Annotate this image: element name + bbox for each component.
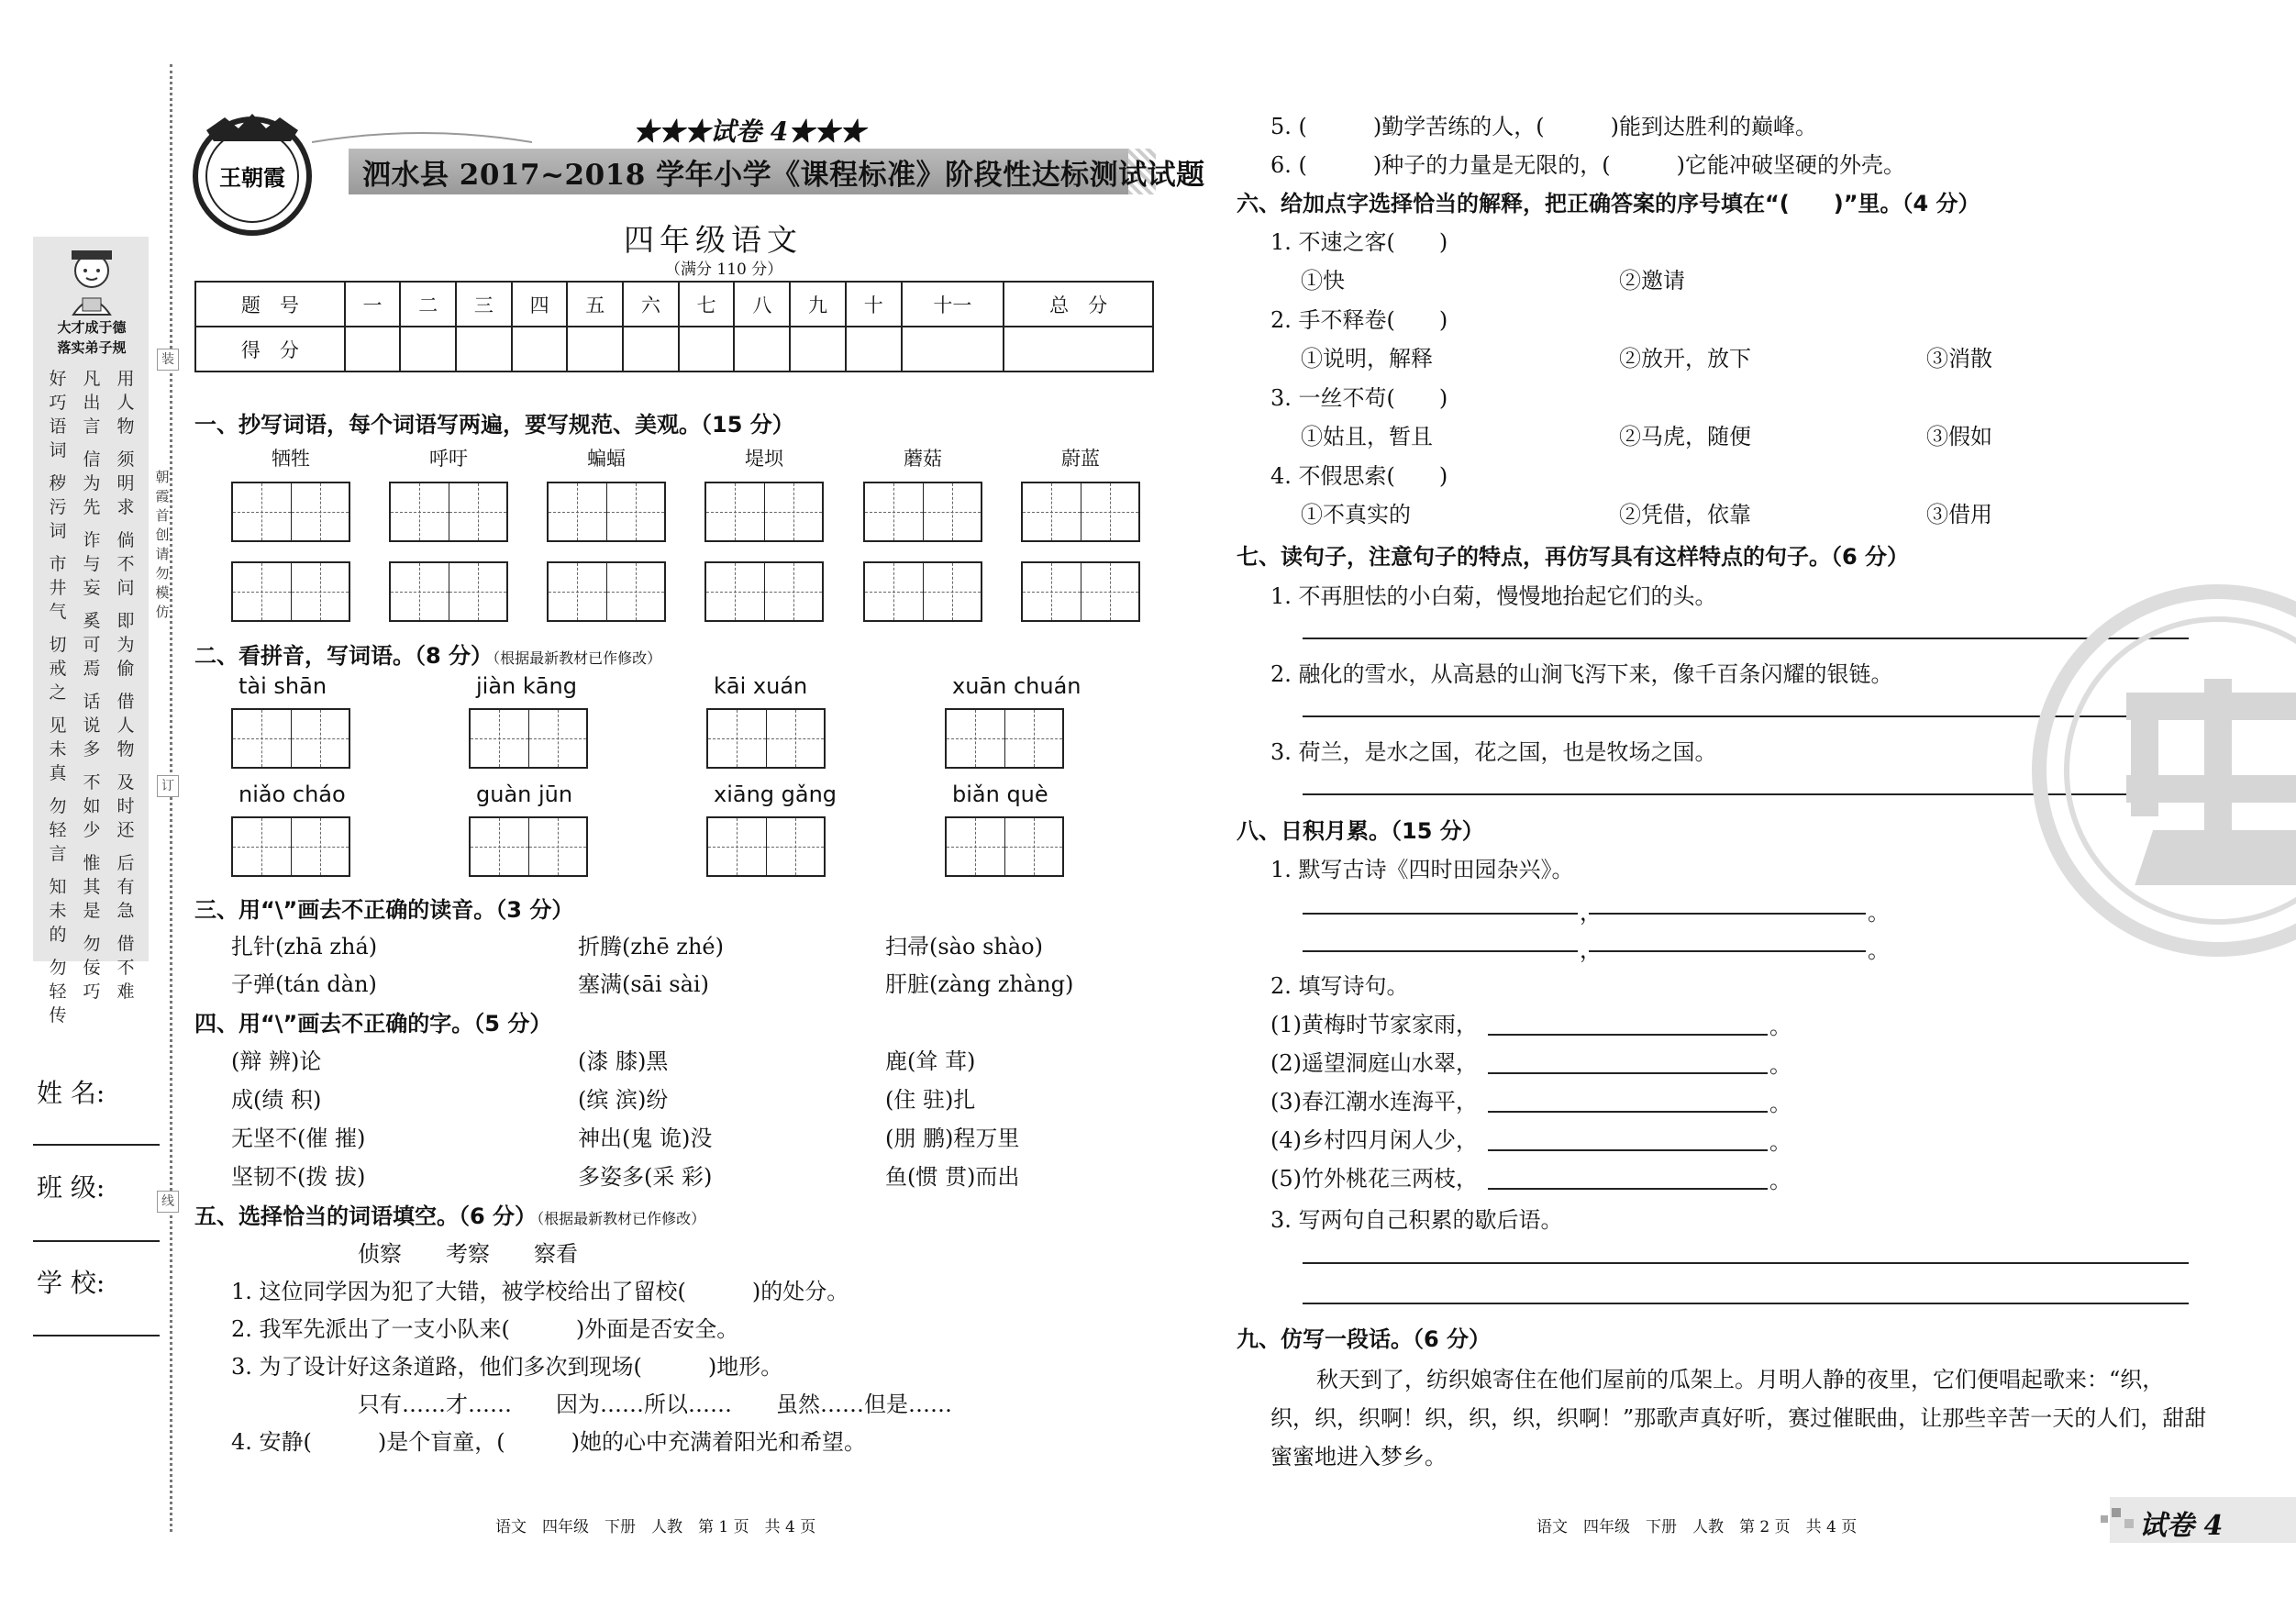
binding-mark: 订 — [157, 775, 179, 797]
wrong-char-item[interactable]: (辩 辨)论 — [231, 1048, 322, 1074]
cut-note: 朝霞首创 请勿模仿 — [155, 469, 183, 620]
pinyin-label: tài shān — [238, 673, 327, 699]
writing-grid[interactable] — [231, 708, 350, 769]
pinyin-label: niǎo cháo — [238, 782, 346, 807]
punct: 。 — [1868, 900, 1890, 926]
paper-number: ★★★试卷 4★★★ — [633, 116, 866, 147]
wrong-char-item[interactable]: (住 驻)扎 — [885, 1087, 976, 1113]
punct: 。 — [1769, 1168, 1791, 1193]
grid-cell[interactable] — [471, 818, 529, 875]
brand-label: 试卷 4 — [2139, 1510, 2224, 1542]
section-2-heading: 二、看拼音，写词语。（8 分）（根据最新教材已作修改） — [194, 643, 662, 669]
wrong-char-item[interactable]: 多姿多(采 彩) — [578, 1164, 713, 1190]
fill-item[interactable]: 6. ( )种子的力量是无限的，( )它能冲破坚硬的外壳。 — [1270, 152, 1905, 178]
pronunciation-item[interactable]: 折腾(zhē zhé) — [578, 934, 724, 959]
rule-phrase: 勿轻言 — [49, 796, 67, 864]
rule-phrase: 及时还 — [116, 772, 135, 840]
rule-phrase: 勿佞巧 — [83, 934, 101, 1002]
section-4-heading: 四、用“\”画去不正确的字。（5 分） — [194, 1011, 552, 1037]
pinyin-label: biǎn què — [952, 782, 1048, 807]
rule-column — [46, 367, 70, 1037]
sidebar-motto — [37, 317, 147, 358]
grid-cell[interactable] — [767, 710, 825, 767]
writing-grid[interactable] — [706, 816, 826, 877]
answer-line[interactable] — [1589, 913, 1866, 915]
model-sentence: 1. 不再胆怯的小白菊，慢慢地抬起它们的头。 — [1270, 583, 1717, 609]
score-header-cell: 十一 — [902, 282, 1004, 327]
score-header-cell: 题 号 — [195, 282, 345, 327]
section-6-heading: 六、给加点字选择恰当的解释，把正确答案的序号填在“( )”里。（4 分） — [1237, 191, 1980, 216]
fold-line — [170, 64, 172, 1532]
poem-line: (3)春江潮水连海平， — [1270, 1089, 1478, 1115]
copy-word: 蔚蓝 — [1061, 448, 1100, 470]
grid-cell[interactable] — [233, 483, 292, 540]
grid-cell[interactable] — [391, 483, 449, 540]
school-label: 学 校: — [37, 1268, 105, 1298]
grid-cell[interactable] — [1023, 483, 1081, 540]
meaning-option: ③借用 — [1926, 502, 1992, 527]
pinyin-label: kāi xuán — [714, 673, 808, 699]
score-input-cell[interactable] — [902, 327, 1004, 372]
punct: 。 — [1769, 1052, 1791, 1078]
rule-phrase: 诈与妄 — [83, 530, 101, 598]
poem-line: (4)乡村四月闲人少， — [1270, 1127, 1478, 1153]
punct: ， — [1580, 937, 1602, 963]
grid-cell[interactable] — [233, 710, 292, 767]
rule-phrase: 见未真 — [49, 715, 67, 783]
rule-column — [114, 367, 138, 1037]
fill-item[interactable]: 1. 这位同学因为犯了大错，被学校给出了留校( )的处分。 — [231, 1279, 849, 1304]
answer-line[interactable] — [1303, 1262, 2189, 1264]
pronunciation-item[interactable]: 扫帚(sào shào) — [885, 934, 1043, 959]
grid-cell[interactable] — [449, 483, 507, 540]
fill-item[interactable]: 3. 为了设计好这条道路，他们多次到现场( )地形。 — [231, 1354, 783, 1380]
grid-cell[interactable] — [765, 483, 823, 540]
meaning-option: ②放开，放下 — [1619, 346, 1751, 372]
grid-cell[interactable] — [292, 710, 349, 767]
rule-phrase: 信为先 — [83, 449, 101, 517]
punct: 。 — [1868, 937, 1890, 963]
meaning-question[interactable]: 1. 不速之客( ) — [1270, 229, 1448, 255]
score-header-cell: 七 — [679, 282, 735, 327]
writing-grid[interactable] — [863, 482, 982, 542]
pinyin-label: guàn jūn — [476, 782, 573, 807]
answer-line[interactable] — [1303, 1303, 2189, 1304]
fill-item[interactable]: 4. 安静( )是个盲童，( )她的心中充满着阳光和希望。 — [231, 1429, 866, 1455]
confidential-seal-icon — [2025, 578, 2296, 963]
fill-item[interactable]: 5. ( )勤学苦练的人，( )能到达胜利的巅峰。 — [1270, 114, 1817, 139]
writing-grid[interactable] — [704, 482, 824, 542]
copy-word: 牺牲 — [272, 448, 310, 470]
answer-line[interactable] — [1488, 1188, 1768, 1190]
rule-phrase: 勿轻传 — [49, 958, 67, 1026]
school-field[interactable] — [33, 1335, 160, 1336]
writing-grid[interactable] — [704, 561, 824, 622]
wrong-char-item[interactable]: 无坚不(催 摧) — [231, 1126, 366, 1151]
wrong-char-item[interactable]: 坚韧不(拨 拔) — [231, 1164, 366, 1190]
wrong-char-item[interactable]: 神出(鬼 诡)没 — [578, 1126, 713, 1151]
section-3-heading: 三、用“\”画去不正确的读音。（3 分） — [194, 897, 574, 923]
answer-line[interactable] — [1488, 1034, 1768, 1036]
rule-phrase: 知未的 — [49, 877, 67, 945]
pronunciation-item[interactable]: 子弹(tán dàn) — [231, 971, 377, 997]
rule-phrase: 市井气 — [49, 554, 67, 622]
idiom-task: 3. 写两句自己积累的歇后语。 — [1270, 1207, 1563, 1233]
meaning-option: ①姑且，暂且 — [1301, 424, 1433, 449]
meaning-option: ③假如 — [1926, 424, 1992, 449]
binding-mark: 线 — [157, 1191, 179, 1213]
grid-cell[interactable] — [607, 563, 665, 620]
grid-cell[interactable] — [449, 563, 507, 620]
score-input-cell[interactable] — [456, 327, 512, 372]
section-9-heading: 九、仿写一段话。（6 分） — [1237, 1326, 1492, 1352]
writing-grid[interactable] — [469, 708, 588, 769]
wrong-char-item[interactable]: (漆 膝)黑 — [578, 1048, 669, 1074]
rule-phrase: 即为偷 — [116, 611, 135, 679]
meaning-option: ②凭借，依靠 — [1619, 502, 1751, 527]
grid-cell[interactable] — [947, 818, 1005, 875]
page-footer-left: 语文 四年级 下册 人教 第 1 页 共 4 页 — [495, 1518, 816, 1536]
grid-cell[interactable] — [1023, 563, 1081, 620]
writing-grid[interactable] — [231, 561, 350, 622]
writing-grid[interactable] — [863, 561, 982, 622]
score-header-cell: 三 — [456, 282, 512, 327]
writing-grid[interactable] — [1021, 561, 1140, 622]
score-value-row — [195, 327, 1153, 372]
score-input-cell[interactable] — [734, 327, 790, 372]
punct: 。 — [1769, 1091, 1791, 1116]
poem-fill-task: 2. 填写诗句。 — [1270, 973, 1409, 999]
score-header-cell: 二 — [400, 282, 456, 327]
scholar-avatar-icon — [46, 243, 138, 316]
grid-cell[interactable] — [767, 818, 825, 875]
score-input-cell[interactable] — [345, 327, 401, 372]
section-7-heading: 七、读句子，注意句子的特点，再仿写具有这样特点的句子。（6 分） — [1237, 544, 1910, 570]
answer-line[interactable] — [1488, 1072, 1768, 1074]
answer-line[interactable] — [1303, 913, 1578, 915]
rule-phrase: 借不难 — [116, 934, 135, 1002]
copy-word: 呼吁 — [429, 448, 468, 470]
pinyin-label: jiàn kāng — [476, 673, 577, 699]
rule-phrase: 倘不问 — [116, 530, 135, 598]
name-label: 姓 名: — [37, 1078, 105, 1108]
rule-phrase: 凡出言 — [83, 369, 101, 437]
meaning-option: ②马虎，随便 — [1619, 424, 1751, 449]
brand-dot — [2124, 1519, 2134, 1528]
grid-cell[interactable] — [708, 818, 767, 875]
writing-grid[interactable] — [547, 482, 666, 542]
grid-cell[interactable] — [1081, 563, 1139, 620]
grid-cell[interactable] — [865, 563, 924, 620]
meaning-question[interactable]: 4. 不假思索( ) — [1270, 463, 1448, 489]
grid-cell[interactable] — [1081, 483, 1139, 540]
score-header-cell: 四 — [512, 282, 568, 327]
grid-cell[interactable] — [865, 483, 924, 540]
grid-cell[interactable] — [924, 563, 982, 620]
motto-line: 大才成于德 — [57, 319, 127, 336]
meaning-option: ①快 — [1301, 268, 1345, 294]
grid-cell[interactable] — [549, 483, 607, 540]
rule-phrase: 惟其是 — [83, 853, 101, 921]
punct: ， — [1580, 900, 1602, 926]
meaning-question[interactable]: 2. 手不释卷( ) — [1270, 307, 1448, 333]
rule-phrase: 好巧语词 — [49, 369, 67, 460]
writing-grid[interactable] — [945, 708, 1064, 769]
wrong-char-item[interactable]: 鱼(惯 贯)而出 — [885, 1164, 1020, 1190]
grid-cell[interactable] — [233, 818, 292, 875]
grid-cell[interactable] — [708, 710, 767, 767]
conjunction-choices: 只有……才…… 因为……所以…… 虽然……但是…… — [358, 1392, 952, 1417]
grid-cell[interactable] — [233, 563, 292, 620]
grid-cell[interactable] — [924, 483, 982, 540]
full-mark: （满分 110 分） — [665, 261, 783, 279]
answer-line[interactable] — [1488, 1111, 1768, 1113]
passage-line: 秋天到了，纺织娘寄住在他们屋前的瓜架上。月明人静的夜里，它们便唱起歌来：“织， — [1316, 1367, 2165, 1392]
score-header-cell: 八 — [734, 282, 790, 327]
wrong-char-item[interactable]: (朋 鹏)程万里 — [885, 1126, 1020, 1151]
grid-cell[interactable] — [549, 563, 607, 620]
grid-cell[interactable] — [1005, 710, 1063, 767]
grid-cell[interactable] — [529, 818, 587, 875]
score-header-cell: 一 — [345, 282, 401, 327]
writing-grid[interactable] — [945, 816, 1064, 877]
score-input-cell[interactable] — [1004, 327, 1153, 372]
sidebar-rules — [46, 367, 138, 1037]
passage-line: 织，织，织啊！织，织，织，织啊！”那歌声真好听，赛过催眠曲，让那些辛苦一天的人们，甜甜 — [1270, 1405, 2207, 1431]
writing-grid[interactable] — [389, 482, 508, 542]
poem-line: (5)竹外桃花三两枝， — [1270, 1166, 1478, 1192]
score-input-cell[interactable] — [567, 327, 623, 372]
class-field[interactable] — [33, 1240, 160, 1242]
copy-word: 蝙蝠 — [587, 448, 626, 470]
punct: 。 — [1769, 1129, 1791, 1155]
writing-grid[interactable] — [1021, 482, 1140, 542]
score-header-cell: 九 — [790, 282, 846, 327]
fill-item[interactable]: 2. 我军先派出了一支小队来( )外面是否安全。 — [231, 1316, 739, 1342]
copy-word: 堤坝 — [745, 448, 783, 470]
rule-column — [80, 367, 104, 1037]
section-5-heading: 五、选择恰当的词语填空。（6 分）（根据最新教材已作修改） — [194, 1203, 706, 1229]
writing-grid[interactable] — [547, 561, 666, 622]
grid-cell[interactable] — [292, 483, 349, 540]
grid-cell[interactable] — [529, 710, 587, 767]
answer-line[interactable] — [1488, 1149, 1768, 1151]
wrong-char-item[interactable]: 成(绩 积) — [231, 1087, 322, 1113]
punct: 。 — [1769, 1014, 1791, 1039]
grid-cell[interactable] — [706, 563, 765, 620]
grid-cell[interactable] — [947, 710, 1005, 767]
rule-phrase: 奚可焉 — [83, 611, 101, 679]
brand-dot — [2101, 1515, 2108, 1523]
model-sentence: 3. 荷兰，是水之国，花之国，也是牧场之国。 — [1270, 739, 1717, 765]
exam-title: 泗水县 2017~2018 学年小学《课程标准》阶段性达标测试试题 — [362, 159, 1205, 192]
score-label-cell: 得 分 — [195, 327, 345, 372]
score-header-cell: 总 分 — [1004, 282, 1153, 327]
rule-phrase: 不如少 — [83, 772, 101, 840]
grid-cell[interactable] — [292, 818, 349, 875]
writing-grid[interactable] — [706, 708, 826, 769]
grid-cell[interactable] — [1005, 818, 1063, 875]
writing-grid[interactable] — [231, 816, 350, 877]
meaning-option: ①说明，解释 — [1301, 346, 1433, 372]
pinyin-label: xiāng gǎng — [714, 782, 837, 807]
score-header-cell: 十 — [846, 282, 902, 327]
svg-text:王朝霞: 王朝霞 — [219, 164, 285, 191]
score-input-cell[interactable] — [790, 327, 846, 372]
rule-phrase: 用人物 — [116, 369, 135, 437]
rule-phrase: 秽污词 — [49, 473, 67, 541]
poem-line: (2)遥望洞庭山水翠， — [1270, 1050, 1478, 1076]
page-footer-right: 语文 四年级 下册 人教 第 2 页 共 4 页 — [1536, 1518, 1858, 1536]
meaning-option: ②邀请 — [1619, 268, 1685, 294]
rule-phrase: 切戒之 — [49, 635, 67, 703]
subject-title: 四年级语文 — [624, 222, 803, 258]
score-input-cell[interactable] — [400, 327, 456, 372]
grid-cell[interactable] — [607, 483, 665, 540]
copy-word: 蘑菇 — [904, 448, 942, 470]
wrong-char-item[interactable]: (缤 滨)纷 — [578, 1087, 669, 1113]
score-input-cell[interactable] — [623, 327, 679, 372]
model-sentence: 2. 融化的雪水，从高悬的山涧飞泻下来，像千百条闪耀的银链。 — [1270, 661, 1893, 687]
pronunciation-item[interactable]: 扎针(zhā zhá) — [231, 934, 378, 959]
answer-line[interactable] — [1589, 950, 1866, 952]
grid-cell[interactable] — [391, 563, 449, 620]
score-header-cell: 五 — [567, 282, 623, 327]
meaning-option: ③消散 — [1926, 346, 1992, 372]
score-table — [194, 281, 1154, 372]
section-1-heading: 一、抄写词语，每个词语写两遍，要写规范、美观。（15 分） — [194, 412, 794, 438]
rule-phrase: 话说多 — [83, 692, 101, 760]
poem-line: (1)黄梅时节家家雨， — [1270, 1012, 1478, 1037]
pronunciation-item[interactable]: 塞满(sāi sài) — [578, 971, 709, 997]
rule-phrase: 后有急 — [116, 853, 135, 921]
score-input-cell[interactable] — [846, 327, 902, 372]
passage-line: 蜜蜜地进入梦乡。 — [1270, 1444, 1447, 1469]
grid-cell[interactable] — [706, 483, 765, 540]
motto-line: 落实弟子规 — [57, 339, 127, 356]
wrong-char-item[interactable]: 鹿(耸 茸) — [885, 1048, 976, 1074]
publisher-logo — [188, 110, 316, 238]
class-label: 班 级: — [37, 1172, 105, 1203]
writing-grid[interactable] — [389, 561, 508, 622]
meaning-option: ①不真实的 — [1301, 502, 1411, 527]
name-field[interactable] — [33, 1144, 160, 1146]
writing-grid[interactable] — [469, 816, 588, 877]
meaning-question[interactable]: 3. 一丝不苟( ) — [1270, 385, 1448, 411]
grid-cell[interactable] — [292, 563, 349, 620]
grid-cell[interactable] — [471, 710, 529, 767]
poem-task: 1. 默写古诗《四时田园杂兴》。 — [1270, 857, 1574, 882]
writing-grid[interactable] — [231, 482, 350, 542]
pronunciation-item[interactable]: 肝脏(zàng zhàng) — [885, 971, 1074, 997]
section-8-heading: 八、日积月累。（15 分） — [1237, 818, 1484, 844]
grid-cell[interactable] — [765, 563, 823, 620]
brand-dot — [2112, 1508, 2121, 1517]
score-header-row — [195, 282, 1153, 327]
score-header-cell: 六 — [623, 282, 679, 327]
ribbon-decoration — [312, 128, 532, 147]
rule-phrase: 须明求 — [116, 449, 135, 517]
pinyin-label: xuān chuán — [952, 673, 1081, 699]
word-choices: 侦察 考察 察看 — [358, 1241, 578, 1267]
score-input-cell[interactable] — [679, 327, 735, 372]
answer-line[interactable] — [1303, 950, 1578, 952]
binding-mark: 装 — [157, 349, 179, 371]
score-input-cell[interactable] — [512, 327, 568, 372]
rule-phrase: 借人物 — [116, 692, 135, 760]
